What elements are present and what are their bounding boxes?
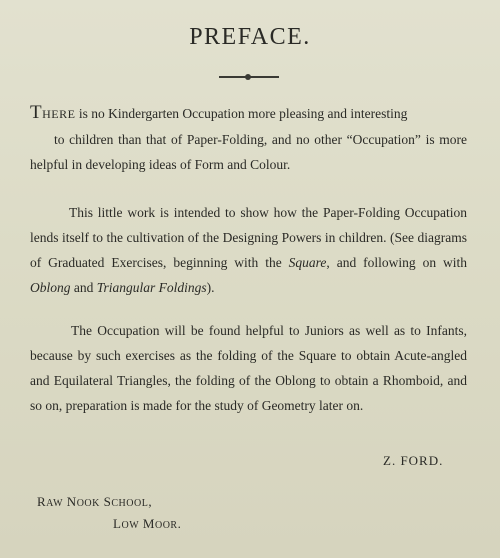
italic-square: Square [288,255,327,270]
address-line-2: LOW MOOR. [113,516,182,531]
address-school [37,494,152,510]
paragraph-1-line-1: is no Kindergarten Occupation more pleasing and interesting [75,106,408,121]
paragraph-2-text-d: ). [206,280,215,295]
author-signature: Z. FORD. [383,453,444,468]
preface-paragraph-3: The Occupation will be found helpful to Juniors as well as to Infants, because by such exercises as the folding of the Square to obtain Acute-angled and Equilateral Triangles, the folding of the Oblong to obtain a Rhomboid, and so on, preparation is made for the study of Geometry later on. [30,323,467,413]
page-title: PREFACE. [189,24,311,50]
preface-paragraph-1 [30,100,467,177]
paragraph-2-text-c: and [70,280,97,295]
title-ornament-rule [219,73,279,81]
paragraph-1-continued: to children than that of Paper-Folding, and no other “Occupation” is more helpful in developing ideas of Form and Colour. [30,132,467,172]
address-place [113,516,181,532]
preface-paragraph-2 [30,200,467,300]
first-word-small-caps: HERE [42,107,76,121]
ornament-dot [245,74,251,80]
address-line-1: RAW NOOK SCHOOL, [37,494,153,509]
paragraph-2-text-b: , and following on with [326,255,467,270]
drop-cap: T [30,102,43,123]
italic-oblong: Oblong [30,280,71,295]
italic-triangular-foldings: Triangular Foldings [96,280,207,295]
paragraph-2-text-a: This little work is intended to show how the Paper-Folding Occupation lends itself to the cultivation of the Designing Powers in children. (See diagrams of Graduated Exercises, beginning with the [30,205,467,270]
